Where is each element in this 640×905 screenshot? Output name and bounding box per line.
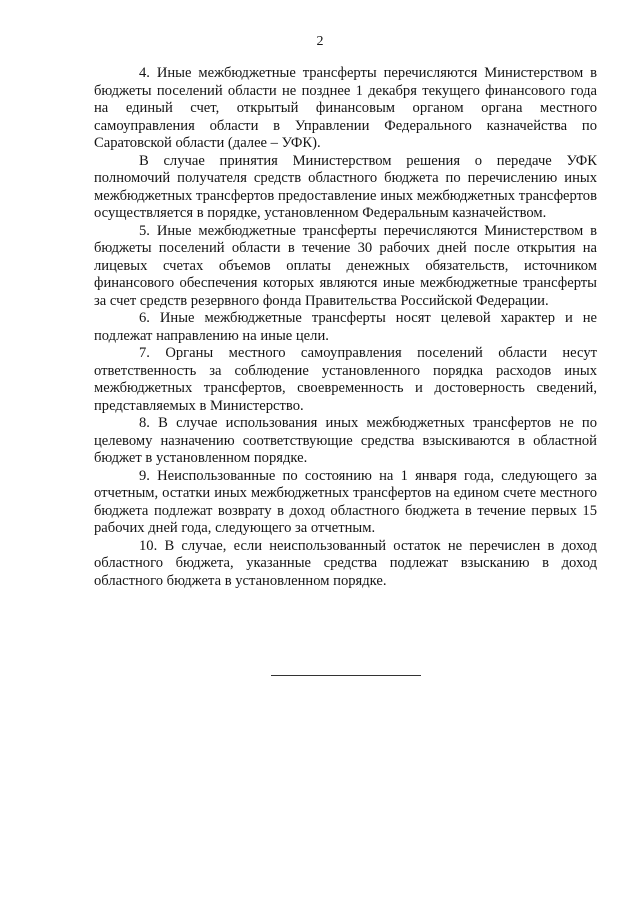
paragraph-item-8: 8. В случае использования иных межбюджетных трансфертов не по целевому назначению соответствующие средства взыскиваются в областной бюджет в установленном порядке. — [94, 415, 597, 466]
paragraph-item-4: 4. Иные межбюджетные трансферты перечисляются Министерством в бюджеты поселений области не позднее 1 декабря текущего финансового года на единый счет, открытый финансовым органом органа местного самоуправления области в Управлении Федерального казначейства по Саратовской области (далее – УФК). — [94, 65, 597, 151]
closing-divider-line — [271, 675, 421, 676]
paragraph-item-6: 6. Иные межбюджетные трансферты носят целевой характер и не подлежат направлению на иные цели. — [94, 310, 597, 344]
paragraph-ufk-transfer: В случае принятия Министерством решения о передаче УФК полномочий получателя средств областного бюджета по перечислению иных межбюджетных трансфертов предоставление иных межбюджетных трансфертов осуществляется в порядке, установленном Федеральным казначейством. — [94, 152, 597, 221]
paragraph-item-10: 10. В случае, если неиспользованный остаток не перечислен в доход областного бюджета, указанные средства подлежат взысканию в доход областного бюджета в установленном порядке. — [94, 537, 597, 589]
document-body — [94, 65, 597, 590]
page-number: 2 — [316, 34, 324, 49]
paragraph-item-5: 5. Иные межбюджетные трансферты перечисляются Министерством в бюджеты поселений области в течение 30 рабочих дней после открытия на лицевых счетах объемов оплаты денежных обязательств, источником финансового обеспечения которых являются иные межбюджетные трансферты за счет средств резервного фонда Правительства Российской Федерации. — [94, 222, 597, 309]
paragraph-item-9: 9. Неиспользованные по состоянию на 1 января года, следующего за отчетным, остатки иных межбюджетных трансфертов на едином счете местного бюджета подлежат возврату в доход областного бюджета в течение первых 15 рабочих дней года, следующего за отчетным. — [94, 467, 597, 536]
paragraph-item-7: 7. Органы местного самоуправления поселений области несут ответственность за соблюдение установленного порядка расходов иных межбюджетных трансфертов, своевременность и достоверность сведений, представляемых в Министерство. — [94, 345, 597, 414]
